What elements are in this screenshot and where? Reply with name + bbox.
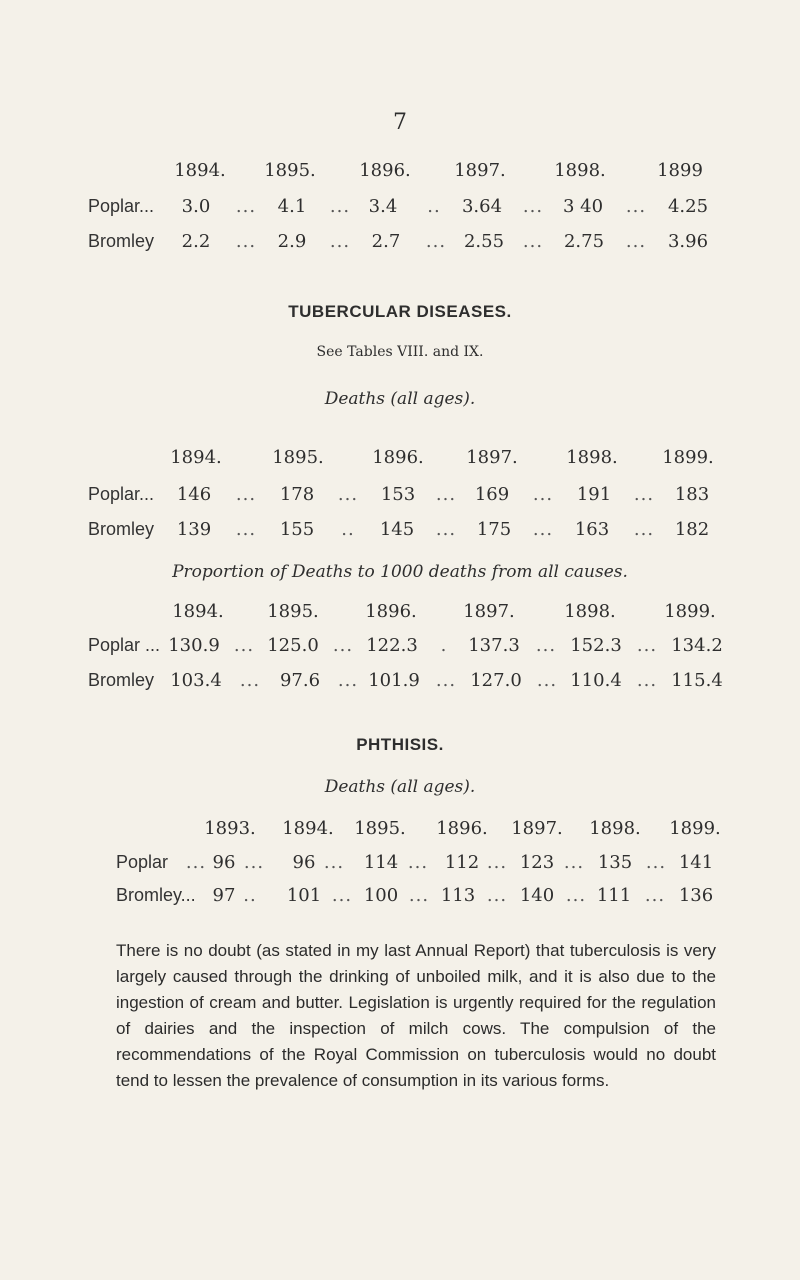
leader-dots: ... xyxy=(633,519,655,540)
year-header: 1898. xyxy=(564,601,616,622)
table-cell: 178 xyxy=(279,484,315,505)
year-header: 1894. xyxy=(172,601,224,622)
leader-dots: ... xyxy=(235,484,257,505)
leader-dots: .. xyxy=(341,519,355,540)
leader-dots: ... xyxy=(332,635,354,656)
year-header: 1896. xyxy=(372,447,424,468)
row-label: Bromley xyxy=(88,231,155,251)
deaths-year-header xyxy=(0,447,800,477)
table-cell: 103.4 xyxy=(170,670,222,691)
year-header: 1897. xyxy=(463,601,515,622)
year-header: 1899 xyxy=(657,160,703,181)
leader-dots: ... xyxy=(407,852,429,873)
table-cell: 140 xyxy=(519,885,555,906)
deaths-heading: Deaths (all ages). xyxy=(324,777,476,797)
table-cell: 130.9 xyxy=(168,635,220,656)
year-header: 1894. xyxy=(282,818,334,839)
table-cell: 101.9 xyxy=(368,670,420,691)
page-number: 7 xyxy=(393,110,407,135)
table-row xyxy=(0,519,800,549)
leader-dots: ... xyxy=(532,519,554,540)
year-header: 1893. xyxy=(204,818,256,839)
year-header: 1895. xyxy=(354,818,406,839)
year-header: 1897. xyxy=(454,160,506,181)
year-header: 1896. xyxy=(436,818,488,839)
year-header: 1895. xyxy=(272,447,324,468)
table-cell: 175 xyxy=(476,519,512,540)
table-cell: 191 xyxy=(576,484,612,505)
table-cell: 114 xyxy=(363,852,399,873)
leader-dots: ... xyxy=(625,231,647,252)
see-tables-note: See Tables VIII. and IX. xyxy=(316,344,484,360)
year-header: 1899. xyxy=(664,601,716,622)
leader-dots: ... xyxy=(235,519,257,540)
table-cell: 2.9 xyxy=(277,231,307,252)
row-label: Poplar xyxy=(116,852,169,872)
table-cell: 101 xyxy=(286,885,322,906)
row-label: Poplar ... xyxy=(88,635,161,655)
table-cell: 110.4 xyxy=(570,670,622,691)
table-cell: 2.55 xyxy=(463,231,505,252)
section-heading: PHTHISIS. xyxy=(356,735,444,754)
year-header: 1896. xyxy=(359,160,411,181)
body-paragraph: There is no doubt (as stated in my last Annual Report) that tuberculosis is very largely caused through the drinking of unboiled milk, and it is also due to the ingestion of cream and butter. Legislation is urgently required for the regulation of dairies and the inspection of milch cows. The compulsion of the recommendations of the Royal Commission on tuberculosis would no doubt tend to lessen the prevalence of consumption in its various forms. xyxy=(116,941,716,1090)
table-cell: 122.3 xyxy=(366,635,418,656)
table-cell: 112 xyxy=(444,852,480,873)
table-cell: 127.0 xyxy=(470,670,522,691)
row-label: Poplar... xyxy=(88,484,155,504)
leader-dots: . xyxy=(440,635,448,656)
table-cell: 145 xyxy=(379,519,415,540)
year-header: 1898. xyxy=(589,818,641,839)
row-label: Bromley xyxy=(88,670,155,690)
year-header: 1898. xyxy=(554,160,606,181)
table-cell: 96 xyxy=(292,852,316,873)
leader-dots: ... xyxy=(486,885,508,906)
leader-dots: ... xyxy=(535,635,557,656)
table-row xyxy=(0,670,800,700)
year-header: 1894. xyxy=(174,160,226,181)
table-cell: 155 xyxy=(279,519,315,540)
leader-dots: ... xyxy=(625,196,647,217)
leader-dots: ... xyxy=(331,885,353,906)
proportion-heading: Proportion of Deaths to 1000 deaths from all causes. xyxy=(172,562,628,582)
leader-dots: ... xyxy=(185,852,207,873)
year-header: 1899. xyxy=(662,447,714,468)
leader-dots: ... xyxy=(239,670,261,691)
table-cell: 169 xyxy=(474,484,510,505)
row-label: Bromley xyxy=(88,519,155,539)
table-cell: 111 xyxy=(596,885,632,906)
table-row xyxy=(0,635,800,665)
leader-dots: ... xyxy=(425,231,447,252)
table-cell: 141 xyxy=(678,852,714,873)
year-header: 1896. xyxy=(365,601,417,622)
year-header: 1895. xyxy=(267,601,319,622)
leader-dots: ... xyxy=(435,670,457,691)
table-cell: 2.2 xyxy=(181,231,211,252)
leader-dots: ... xyxy=(337,484,359,505)
table-cell: 135 xyxy=(597,852,633,873)
leader-dots: ... xyxy=(644,885,666,906)
leader-dots: ... xyxy=(329,196,351,217)
year-header: 1897. xyxy=(466,447,518,468)
table-cell: 4.25 xyxy=(667,196,709,217)
leader-dots: ... xyxy=(565,885,587,906)
row-label: Poplar... xyxy=(88,196,155,216)
leader-dots: ... xyxy=(233,635,255,656)
table-cell: 2.75 xyxy=(563,231,605,252)
table-cell: 153 xyxy=(380,484,416,505)
leader-dots: .. xyxy=(427,196,441,217)
leader-dots: ... xyxy=(243,852,265,873)
leader-dots: ... xyxy=(522,231,544,252)
table-row xyxy=(0,484,800,514)
table-cell: 125.0 xyxy=(267,635,319,656)
leader-dots: .. xyxy=(243,885,257,906)
table-cell: 3.4 xyxy=(368,196,398,217)
table-cell: 115.4 xyxy=(671,670,723,691)
leader-dots: ... xyxy=(235,231,257,252)
leader-dots: ... xyxy=(536,670,558,691)
table-cell: 100 xyxy=(363,885,399,906)
leader-dots: ... xyxy=(563,852,585,873)
leader-dots: ... xyxy=(235,196,257,217)
leader-dots: ... xyxy=(522,196,544,217)
table-cell: 152.3 xyxy=(570,635,622,656)
year-header: 1897. xyxy=(511,818,563,839)
table-row xyxy=(0,231,800,261)
leader-dots: ... xyxy=(435,484,457,505)
table-row xyxy=(0,852,800,882)
leader-dots: ... xyxy=(408,885,430,906)
phthisis-year-header xyxy=(0,818,800,848)
table-cell: 3.96 xyxy=(667,231,709,252)
table-cell: 139 xyxy=(176,519,212,540)
leader-dots: ... xyxy=(636,670,658,691)
proportion-year-header xyxy=(0,601,800,631)
row-label: Bromley... xyxy=(116,885,196,905)
table-cell: 134.2 xyxy=(671,635,723,656)
table-cell: 4.1 xyxy=(277,196,307,217)
table-cell: 3.64 xyxy=(461,196,503,217)
table-row xyxy=(0,885,800,915)
table-cell: 97.6 xyxy=(279,670,321,691)
section-heading: TUBERCULAR DISEASES. xyxy=(288,302,512,321)
leader-dots: ... xyxy=(633,484,655,505)
leader-dots: ... xyxy=(645,852,667,873)
table-cell: 123 xyxy=(519,852,555,873)
year-header: 1895. xyxy=(264,160,316,181)
table-cell: 137.3 xyxy=(468,635,520,656)
table-cell: 136 xyxy=(678,885,714,906)
table-cell: 146 xyxy=(176,484,212,505)
leader-dots: ... xyxy=(323,852,345,873)
table-cell: 3 40 xyxy=(562,196,604,217)
leader-dots: ... xyxy=(486,852,508,873)
table-cell: 2.7 xyxy=(371,231,401,252)
table-cell: 183 xyxy=(674,484,710,505)
leader-dots: ... xyxy=(532,484,554,505)
leader-dots: ... xyxy=(329,231,351,252)
deaths-heading: Deaths (all ages). xyxy=(324,389,476,409)
year-header: 1899. xyxy=(669,818,721,839)
table-cell: 3.0 xyxy=(181,196,211,217)
table-cell: 182 xyxy=(674,519,710,540)
leader-dots: ... xyxy=(337,670,359,691)
leader-dots: ... xyxy=(435,519,457,540)
table1-year-header xyxy=(0,160,800,190)
table-cell: 96 xyxy=(212,852,236,873)
table-cell: 113 xyxy=(440,885,476,906)
leader-dots: ... xyxy=(636,635,658,656)
table-cell: 163 xyxy=(574,519,610,540)
table-cell: 97 xyxy=(212,885,236,906)
year-header: 1894. xyxy=(170,447,222,468)
table-row xyxy=(0,196,800,226)
year-header: 1898. xyxy=(566,447,618,468)
